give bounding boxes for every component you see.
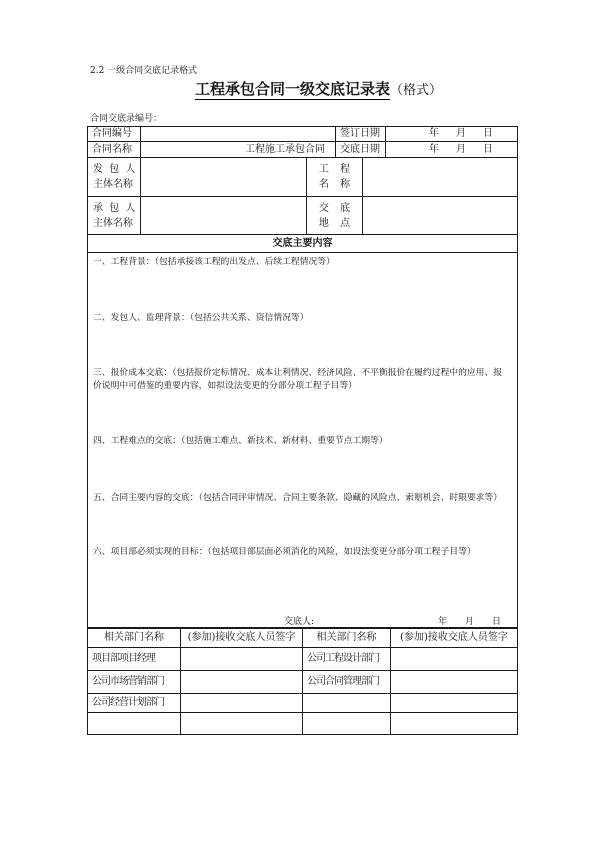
month-marker: 月 xyxy=(465,617,475,627)
signature-cell xyxy=(181,713,303,735)
item-background: 一、工程背景：（包括承接该工程的出发点、后续工程情况等） xyxy=(93,257,335,267)
table-row xyxy=(88,694,518,713)
header-signature-left: (参加)接收交底人员签字 xyxy=(181,628,303,648)
department-name-empty xyxy=(303,713,391,735)
location-label-line1: 交 底 xyxy=(318,202,351,214)
location-label-line2: 地 点 xyxy=(318,217,351,229)
day-marker: 日 xyxy=(483,128,493,139)
signature-cell xyxy=(391,671,518,694)
item-project-goals: 六、项目部必须实现的目标：（包括项目部层面必须消化的风险，如设法变更分部分项工程子目等） xyxy=(93,547,476,557)
table-row-empty xyxy=(88,713,518,735)
section-heading: 2.2 一级合同交底记录格式 xyxy=(90,66,198,76)
location-label xyxy=(307,197,363,235)
contract-name-label: 合同名称 xyxy=(88,142,141,158)
department-name: 公司经营计划部门 xyxy=(88,694,181,713)
contract-number-value xyxy=(141,127,336,142)
year-marker: 年 xyxy=(429,143,439,155)
handover-date-label: 交底日期 xyxy=(336,142,386,158)
department-name-empty xyxy=(88,713,181,735)
contract-number-label: 合同编号 xyxy=(88,127,141,142)
signature-header-row xyxy=(88,628,518,648)
contractor-label xyxy=(88,197,141,235)
table-row xyxy=(88,671,518,694)
month-marker: 月 xyxy=(456,128,466,139)
item-cost-line1: 三、报价成本交底：（包括报价定标情况、成本让利情况、经济风险、不平衡报价在履约过程中的应用、报 xyxy=(93,368,503,378)
project-name-label-line1: 工 程 xyxy=(318,164,351,175)
content-heading: 交底主要内容 xyxy=(88,235,518,253)
day-marker: 日 xyxy=(492,617,502,627)
item-difficulties: 四、工程难点的交底：（包括施工难点、新技术、新材料、重要节点工期等） xyxy=(93,436,388,446)
employer-value xyxy=(141,158,307,197)
signature-cell xyxy=(391,694,518,713)
contractor-value xyxy=(141,197,307,235)
signer-label: 交底人: xyxy=(284,617,315,627)
project-name-label xyxy=(307,158,363,197)
department-name: 公司合同管理部门 xyxy=(303,671,391,694)
header-department-left: 相关部门名称 xyxy=(88,628,181,648)
item-cost-line2: 价说明中可借鉴的重要内容，如拟设法变更的分部分项工程子目等） xyxy=(93,381,357,391)
content-row xyxy=(88,253,518,629)
item-contract-terms: 五、合同主要内容的交底：（包括合同评审情况、合同主要条款、隐藏的风险点、索赔机会、时限要求等） xyxy=(93,493,503,503)
project-name-value xyxy=(363,158,518,197)
header-signature-right: (参加)接收交底人员签字 xyxy=(391,628,518,648)
contractor-label-line2: 主体名称 xyxy=(93,217,133,229)
employer-label-line1: 发 包 人 xyxy=(93,164,136,175)
header-department-right: 相关部门名称 xyxy=(303,628,391,648)
year-marker: 年 xyxy=(438,617,448,627)
handover-record-table xyxy=(87,126,518,629)
location-value xyxy=(363,197,518,235)
title-suffix: （格式） xyxy=(390,83,443,98)
day-marker: 日 xyxy=(483,143,493,155)
sign-date-value xyxy=(386,127,518,142)
employer-label-line2: 主体名称 xyxy=(93,179,133,190)
year-marker: 年 xyxy=(429,128,439,139)
page-title xyxy=(195,80,442,100)
month-marker: 月 xyxy=(456,143,466,155)
signature-cell xyxy=(181,648,303,671)
sign-date-label: 签订日期 xyxy=(336,127,386,142)
contract-name-value: 工程施工承包合同 xyxy=(141,142,336,158)
contract-name-row xyxy=(88,142,518,158)
contract-number-row xyxy=(88,127,518,142)
handover-date-value xyxy=(386,142,518,158)
record-number-label: 合同交底录编号： xyxy=(90,114,163,124)
project-name-label-line2: 名 称 xyxy=(318,179,351,190)
title-main: 工程承包合同一级交底记录表 xyxy=(195,80,391,98)
signature-cell xyxy=(181,671,303,694)
contractor-row xyxy=(88,197,518,235)
table-row xyxy=(88,648,518,671)
employer-label xyxy=(88,158,141,197)
signature-table xyxy=(87,627,518,735)
signature-cell xyxy=(391,648,518,671)
department-name: 项目部项目经理 xyxy=(88,648,181,671)
content-heading-row xyxy=(88,235,518,253)
content-body xyxy=(88,253,517,628)
signature-cell xyxy=(181,694,303,713)
department-name: 公司市场营销部门 xyxy=(88,671,181,694)
signature-cell xyxy=(391,713,518,735)
content-cell xyxy=(88,253,518,629)
employer-row xyxy=(88,158,518,197)
contractor-label-line1: 承 包 人 xyxy=(93,202,136,214)
item-employer-supervisor: 二、发包人、监理背景：（包括公共关系、资信情况等） xyxy=(93,313,309,323)
department-name: 公司工程设计部门 xyxy=(303,648,391,671)
department-name-empty xyxy=(303,694,391,713)
